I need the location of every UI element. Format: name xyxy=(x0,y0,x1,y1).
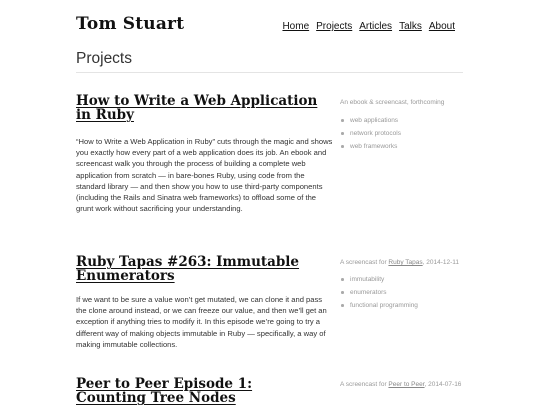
project-meta-text xyxy=(340,97,465,108)
page-title: Projects xyxy=(76,50,132,67)
project-title xyxy=(76,94,326,122)
project-title xyxy=(76,377,326,405)
site-header xyxy=(76,14,463,36)
tag-item: web frameworks xyxy=(340,140,465,153)
main-nav xyxy=(282,21,455,32)
title-divider xyxy=(76,72,463,73)
site-title[interactable]: Tom Stuart xyxy=(76,14,185,34)
project-meta-text xyxy=(340,379,465,390)
project-meta-date: , 2014-12-11 xyxy=(422,259,460,266)
project-title-link[interactable]: Peer to Peer Episode 1: Counting Tree Nodes xyxy=(76,376,253,405)
tag-item: web applications xyxy=(340,114,465,127)
publisher-link[interactable]: Peer to Peer xyxy=(388,381,425,388)
project-description: “How to Write a Web Application in Ruby” cuts through the magic and shows you exactly how every part of a web application does its job. An ebook and screencast walk you through the process of building a complete web application from scratch — in bare-bones Ruby, using code from the standard library — and then show you how to use third-party components (including the Rails and Sinatra web frameworks) to offload some of the grunt work without sacrificing your understanding. xyxy=(76,137,333,214)
project-meta xyxy=(340,377,465,390)
project-meta-date: , 2014-07-16 xyxy=(424,381,462,388)
nav-home-link[interactable]: Home xyxy=(282,21,310,32)
nav-talks-link[interactable]: Talks xyxy=(399,21,422,32)
nav-projects-link[interactable]: Projects xyxy=(316,21,353,32)
project-description: If we want to be sure a value won’t get mutated, we can clone it and pass the clone around instead, or we can freeze our value, and then we’ll get an exception if anything tries to modify it. In this episode we’re going to try a different way of making objects immutable in Ruby — specifically, a way of making immutable collections. xyxy=(76,295,327,349)
project-title-link[interactable]: Ruby Tapas #263: Immutable Enumerators xyxy=(76,254,300,284)
project-meta xyxy=(340,94,465,153)
project-title-link[interactable]: How to Write a Web Application in Ruby xyxy=(76,93,318,123)
tag-item: network protocols xyxy=(340,127,465,140)
project-title xyxy=(76,255,326,283)
project-meta-prefix: A screencast for xyxy=(340,381,389,388)
project-meta xyxy=(340,255,465,312)
project-meta-prefix: A screencast for xyxy=(340,259,389,266)
tag-item: enumerators xyxy=(340,286,465,299)
nav-about-link[interactable]: About xyxy=(428,21,455,32)
project-tags xyxy=(340,114,465,153)
tag-item: immutability xyxy=(340,273,465,286)
project-meta-text xyxy=(340,257,465,268)
tag-item: functional programming xyxy=(340,299,465,312)
publisher-link[interactable]: Ruby Tapas xyxy=(388,259,423,266)
nav-articles-link[interactable]: Articles xyxy=(359,21,393,32)
project-meta-prefix: An ebook & screencast, forthcoming xyxy=(340,99,445,106)
project-tags xyxy=(340,273,465,312)
